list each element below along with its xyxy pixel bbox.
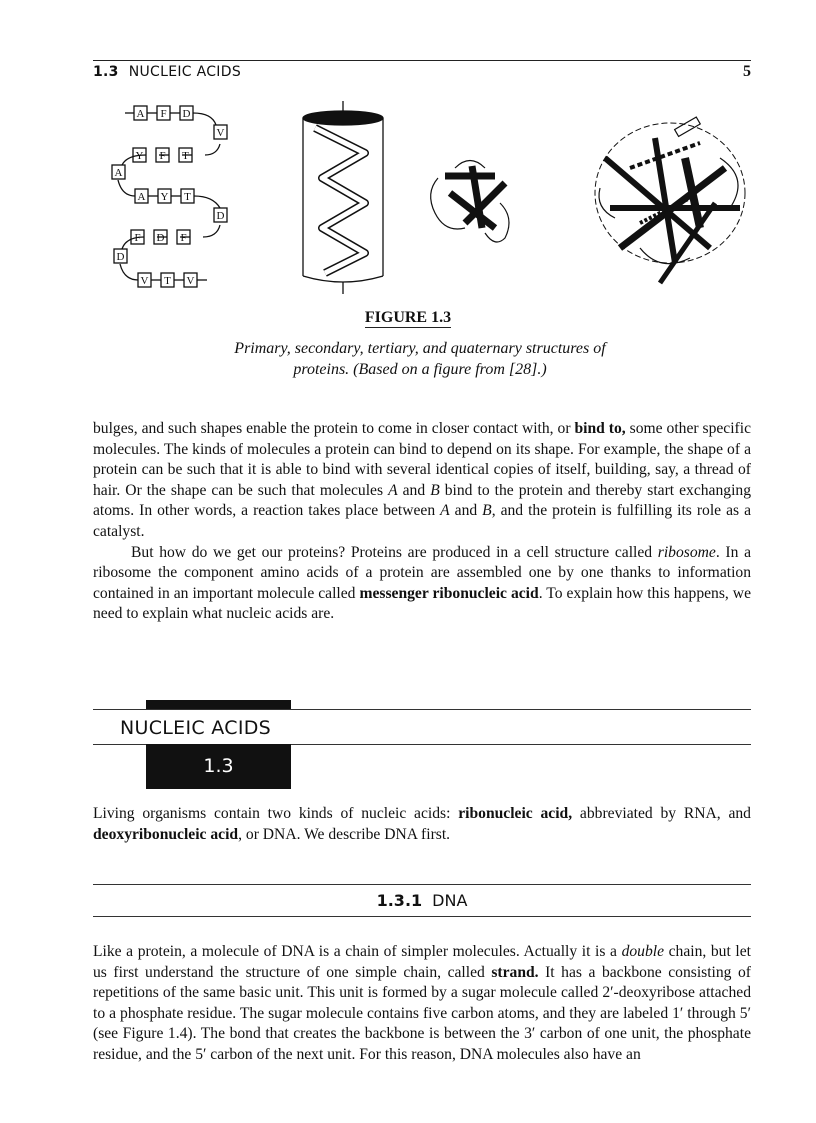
aa-turn-2: D xyxy=(216,210,225,222)
aa-turn-1: A xyxy=(114,167,123,179)
aa-r1-0: Y xyxy=(135,150,144,162)
aa-turn-0: V xyxy=(216,127,225,139)
aa-r2-1: Y xyxy=(160,191,169,203)
aa-r4-0: V xyxy=(140,275,149,287)
running-head xyxy=(93,60,751,85)
aa-r0-0: A xyxy=(136,108,145,120)
aa-r3-2: F xyxy=(180,232,187,244)
section-heading xyxy=(93,700,751,790)
running-head-number: 1.3 xyxy=(93,64,119,80)
paragraph-binding: bulges, and such shapes enable the protein to come in closer contact with, or bind to, some other specific molecules. The kinds of molecules a protein can bind to depend on its shape. For example, the shape of a protein can be such that it is able to bind with several identical copies of itself, building, say, a thread of hair. Or the shape can be such that molecules A and B bind to the protein and thereby start exchanging atoms. In other words, a reaction takes place between A and B, and the protein is fulfilling its role as a catalyst. xyxy=(93,420,752,540)
secondary-structure-helix xyxy=(303,101,383,294)
paragraph-nucleic-acids: Living organisms contain two kinds of nucleic acids: ribonucleic acid, abbreviated by RNA, and deoxyribonucleic acid, or DNA. We describe DNA first. xyxy=(93,805,751,843)
figure-label: FIGURE 1.3 xyxy=(364,309,452,326)
figure-1-3 xyxy=(100,98,750,298)
aa-r1-2: T xyxy=(182,150,189,162)
running-head-section xyxy=(93,64,241,80)
figure-caption-line-2: proteins. (Based on a figure from [28].) xyxy=(293,361,547,378)
subsection-heading xyxy=(93,884,751,920)
figure-caption-line-1: Primary, secondary, tertiary, and quaternary structures of xyxy=(234,340,606,357)
section-heading-bar xyxy=(146,700,291,709)
aa-r0-1: F xyxy=(160,108,167,120)
section-number: 1.3 xyxy=(146,744,291,789)
aa-r0-2: D xyxy=(182,108,191,120)
figure-caption xyxy=(180,338,660,380)
aa-r2-0: A xyxy=(137,191,146,203)
aa-turn-3: D xyxy=(116,251,125,263)
figure-1-3-artwork xyxy=(100,98,750,298)
aa-r2-2: T xyxy=(184,191,191,203)
aa-r4-2: V xyxy=(186,275,195,287)
subsection-number: 1.3.1 xyxy=(376,891,423,910)
quaternary-structure xyxy=(595,117,745,283)
subsection-title: DNA xyxy=(432,891,468,910)
section-title: NUCLEIC ACIDS xyxy=(120,717,272,739)
body-paragraphs-1 xyxy=(93,419,751,625)
running-head-title: NUCLEIC ACIDS xyxy=(128,64,242,80)
aa-r3-0: F xyxy=(134,232,141,244)
aa-r3-1: D xyxy=(156,232,165,244)
tertiary-structure xyxy=(431,161,509,243)
paragraph-ribosome: But how do we get our proteins? Proteins are produced in a cell structure called ribosome. In a ribosome the component amino acids of a protein are assembled one by one thanks to information contained in an important molecule called messenger ribonucleic acid. To explain how this happens, we need to explain what nucleic acids are. xyxy=(93,543,751,623)
body-paragraphs-2 xyxy=(93,804,751,845)
body-paragraphs-3 xyxy=(93,942,751,1066)
aa-r1-1: F xyxy=(159,150,166,162)
paragraph-dna: Like a protein, a molecule of DNA is a chain of simpler molecules. Actually it is a double chain, but let us first understand the structure of one simple chain, called strand. It has a backbone consisting of repetitions of the same basic unit. This unit is formed by a sugar molecule called 2′-deoxyribose attached to a phosphate residue. The sugar molecule contains five carbon atoms, and they are labeled 1′ through 5′ (see Figure 1.4). The bond that creates the backbone is between the 3′ carbon of one unit, the phosphate residue, and the 5′ carbon of the next unit. For this reason, DNA molecules also have an xyxy=(93,943,751,1063)
aa-r4-1: T xyxy=(164,275,171,287)
page-number: 5 xyxy=(743,63,751,80)
